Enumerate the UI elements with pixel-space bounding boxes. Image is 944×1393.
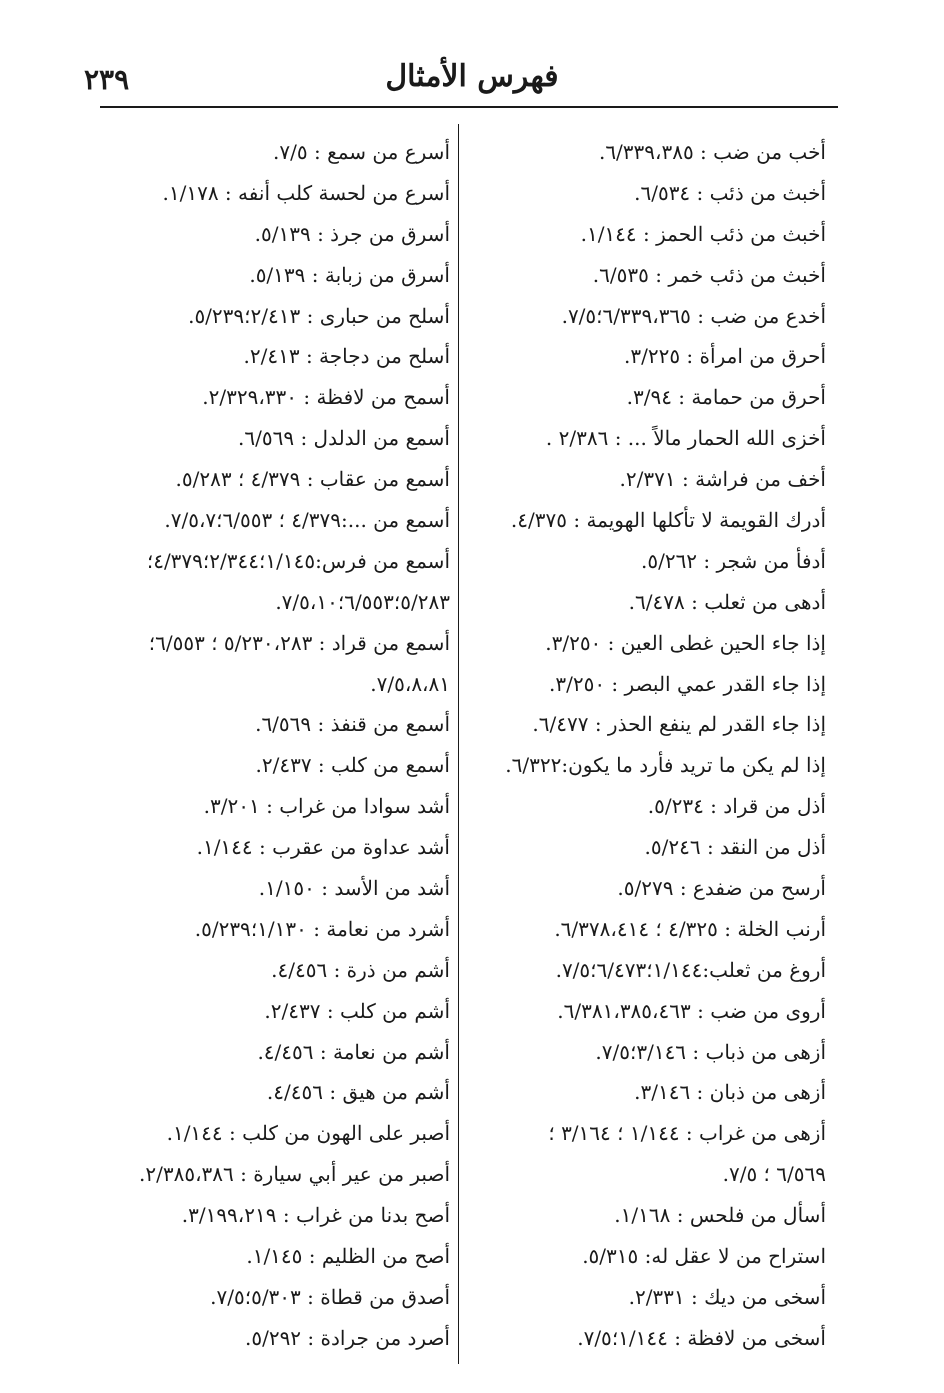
index-entry: أروغ من ثعلب:١/١٤٤؛٦/٤٧٣؛٧/٥. bbox=[555, 957, 826, 982]
index-entry: أذل من النقد : ٥/٢٤٦. bbox=[644, 835, 826, 860]
index-column-right bbox=[470, 132, 826, 1359]
index-entry: إذا جاء القدر عمي البصر : ٣/٢٥٠. bbox=[549, 671, 826, 696]
index-entry: أصدق من قطاة : ٥/٣٠٣؛٧/٥. bbox=[210, 1284, 450, 1309]
index-entry: أخزى الله الحمار مالاً ... : ٢/٣٨٦ . bbox=[545, 426, 826, 451]
index-entry: أشم من ذرة : ٤/٤٥٦. bbox=[271, 957, 450, 982]
index-entry: أصح بدنا من غراب : ٣/١٩٩،٢١٩. bbox=[181, 1203, 450, 1228]
index-entry: أزهى من غراب : ١/١٤٤ ؛ ٣/١٦٤ ؛ bbox=[548, 1121, 826, 1146]
index-entry: أرنب الخلة : ٤/٣٢٥ ؛ ٦/٣٧٨،٤١٤. bbox=[554, 916, 826, 941]
column-divider bbox=[458, 124, 459, 1364]
running-title: فهرس الأمثال bbox=[385, 59, 559, 94]
index-entry: أشم من هيق : ٤/٤٥٦. bbox=[266, 1080, 450, 1105]
index-entry: أشد من الأسد : ١/١٥٠. bbox=[258, 876, 450, 901]
index-entry: أزهى من ذباب : ٣/١٤٦؛٧/٥. bbox=[595, 1039, 826, 1064]
index-entry: أخبث من ذئب خمر : ٦/٥٣٥. bbox=[592, 262, 826, 287]
index-entry: أسمع من كلب : ٢/٤٣٧. bbox=[255, 753, 450, 778]
index-entry: أصبر من عير أبي سيارة : ٢/٣٨٥،٣٨٦. bbox=[139, 1162, 450, 1187]
index-entry: أسلح من حبارى : ٢/٤١٣؛٥/٢٣٩. bbox=[188, 303, 450, 328]
index-entry: أدرك القويمة لا تأكلها الهويمة : ٤/٣٧٥. bbox=[510, 508, 826, 533]
index-entry: أسرع من سمع : ٧/٥. bbox=[273, 140, 450, 164]
index-entry: أشرد من نعامة : ١/١٣٠؛٥/٢٣٩. bbox=[194, 916, 450, 941]
index-entry: استراح من لا عقل له: ٥/٣١٥. bbox=[582, 1244, 826, 1269]
index-entry: أصح من الظليم : ١/١٤٥. bbox=[246, 1244, 450, 1269]
index-entry: أخدع من ضب : ٦/٣٣٩،٣٦٥؛٧/٥. bbox=[561, 303, 826, 328]
index-entry: أصرد من جرادة : ٥/٢٩٢. bbox=[244, 1325, 450, 1350]
index-entry: أخبث من ذئب : ٦/٥٣٤. bbox=[634, 180, 826, 205]
index-entry: أرسح من ضفدع : ٥/٢٧٩. bbox=[617, 876, 826, 901]
index-entry: أسمع من الدلدل : ٦/٥٦٩. bbox=[238, 426, 450, 451]
index-entry: أدفأ من شجر : ٥/٢٦٢. bbox=[640, 548, 826, 573]
index-entry: أسخى من ديك : ٢/٣٣١. bbox=[628, 1284, 826, 1309]
index-entry: أسمح من لافظة : ٢/٣٢٩،٣٣٠. bbox=[202, 385, 450, 410]
index-entry: أشد عداوة من عقرب : ١/١٤٤. bbox=[196, 835, 450, 860]
index-entry: إذا جاء القدر لم ينفع الحذر : ٦/٤٧٧. bbox=[532, 712, 826, 737]
index-entry: أسرق من زبابة : ٥/١٣٩. bbox=[249, 262, 450, 287]
index-entry: ٧/٥،٨،٨١. bbox=[370, 671, 450, 696]
index-entry: أذل من قراد : ٥/٢٣٤. bbox=[647, 794, 826, 819]
index-entry: أدهى من ثعلب : ٦/٤٧٨. bbox=[628, 589, 826, 614]
index-entry: أسمع من ...:٤/٣٧٩ ؛ ٦/٥٥٣؛٧/٥،٧. bbox=[164, 508, 450, 533]
index-entry: أحرق من حمامة : ٣/٩٤. bbox=[626, 385, 826, 410]
index-entry: أشم من نعامة : ٤/٤٥٦. bbox=[257, 1039, 450, 1064]
index-entry: ٥/٢٨٣؛٦/٥٥٣؛٧/٥،١٠. bbox=[275, 589, 450, 614]
index-entry: أسرع من لحسة كلب أنفه : ١/١٧٨. bbox=[162, 180, 450, 205]
index-entry: أزهى من ذبان : ٣/١٤٦. bbox=[634, 1080, 826, 1105]
index-entry: إذا جاء الحين غطى العين : ٣/٢٥٠. bbox=[545, 630, 826, 655]
index-entry: أسلح من دجاجة : ٢/٤١٣. bbox=[243, 344, 450, 369]
index-entry: أسمع من قراد : ٥/٢٣٠،٢٨٣ ؛ ٦/٥٥٣؛ bbox=[148, 630, 450, 655]
index-entry: أشد سوادا من غراب : ٣/٢٠١. bbox=[203, 794, 450, 819]
index-entry: أسأل من فلحس : ١/١٦٨. bbox=[614, 1203, 826, 1228]
index-entry: أحرق من امرأة : ٣/٢٢٥. bbox=[624, 344, 826, 369]
index-entry: أسرق من جرذ : ٥/١٣٩. bbox=[254, 221, 450, 246]
index-entry: أشم من كلب : ٢/٤٣٧. bbox=[264, 998, 450, 1023]
index-entry: ٦/٥٦٩ ؛ ٧/٥. bbox=[722, 1162, 826, 1187]
index-entry: أخب من ضب : ٦/٣٣٩،٣٨٥. bbox=[598, 140, 826, 164]
header-rule bbox=[100, 106, 838, 108]
index-entry: إذا لم يكن ما تريد فأرد ما يكون:٦/٣٢٢. bbox=[505, 753, 826, 778]
index-column-left bbox=[100, 132, 450, 1359]
index-entry: أصبر على الهون من كلب : ١/١٤٤. bbox=[166, 1121, 450, 1146]
page-number: ٢٣٩ bbox=[84, 63, 130, 96]
index-entry: أسخى من لافظة : ١/١٤٤؛٧/٥. bbox=[577, 1325, 826, 1350]
index-entry: أسمع من عقاب : ٤/٣٧٩ ؛ ٥/٢٨٣. bbox=[175, 467, 450, 492]
index-entry: أروى من ضب : ٦/٣٨١،٣٨٥،٤٦٣. bbox=[557, 998, 826, 1023]
index-entry: أخبث من ذئب الحمز : ١/١٤٤. bbox=[580, 221, 826, 246]
index-entry: أسمع من قنفذ : ٦/٥٦٩. bbox=[255, 712, 450, 737]
index-entry: أخف من فراشة : ٢/٣٧١. bbox=[619, 467, 826, 492]
index-entry: أسمع من فرس:١/١٤٥؛٢/٣٤٤؛٤/٣٧٩؛ bbox=[146, 548, 450, 573]
